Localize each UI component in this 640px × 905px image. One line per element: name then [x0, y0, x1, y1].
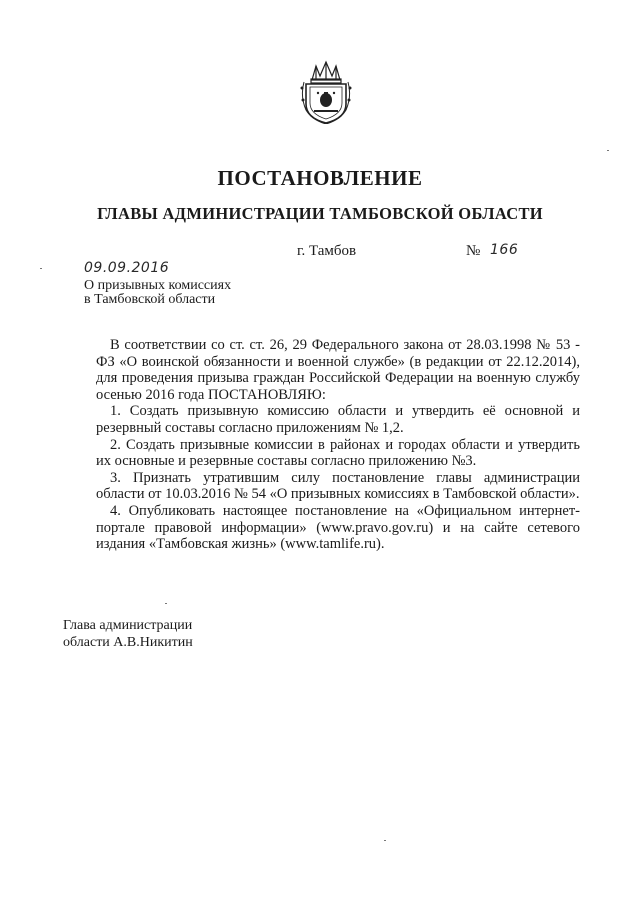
resolution-item-2: 2. Создать призывные комиссии в районах и городах области и утвердить их основные и резервные составы согласно приложению №3.: [96, 436, 580, 470]
subject-line-1: О призывных комиссиях: [84, 278, 232, 293]
number-label: №: [466, 243, 481, 259]
document-body: [96, 337, 580, 553]
scan-speck: [165, 603, 167, 604]
coat-of-arms-emblem: [298, 60, 354, 124]
scan-speck: [607, 150, 609, 151]
scan-speck: [384, 840, 386, 841]
document-title: ПОСТАНОВЛЕНИЕ: [217, 166, 423, 190]
signature-block: [63, 617, 193, 651]
resolution-item-3: 3. Признать утратившим силу постановление главы администрации области от 10.03.2016 № 54 «О призывных комиссиях в Тамбовской области».: [96, 469, 580, 503]
resolution-item-4: 4. Опубликовать настоящее постановление на «Официальном интернет-портале правовой информации» (www.pravo.gov.ru) и на сайте сетевого издания «Тамбовская жизнь» (www.tamlife.ru).: [96, 502, 580, 553]
document-subtitle: ГЛАВЫ АДМИНИСТРАЦИИ ТАМБОВСКОЙ ОБЛАСТИ: [97, 204, 543, 223]
document-number: 166: [490, 242, 519, 258]
signature-line-1: Глава администрации: [63, 618, 193, 633]
scan-speck: [40, 268, 42, 269]
city-label: г. Тамбов: [297, 243, 357, 259]
document-date: 09.09.2016: [84, 260, 170, 276]
subject-block: [84, 279, 304, 307]
subject-line-2: в Тамбовской области: [84, 292, 216, 307]
resolution-item-1: 1. Создать призывную комиссию области и утвердить её основной и резервный составы согласно приложениям № 1,2.: [96, 403, 580, 436]
signature-line-2: области А.В.Никитин: [63, 635, 193, 650]
preamble-paragraph: В соответствии со ст. ст. 26, 29 Федерального закона от 28.03.1998 № 53 - ФЗ «О воинской обязанности и военной службе» (в редакции от 22.12.2014), для проведения призыва граждан Российской Федерации на военную службу осенью 2016 года ПОСТАНОВЛЯЮ:: [96, 337, 580, 403]
